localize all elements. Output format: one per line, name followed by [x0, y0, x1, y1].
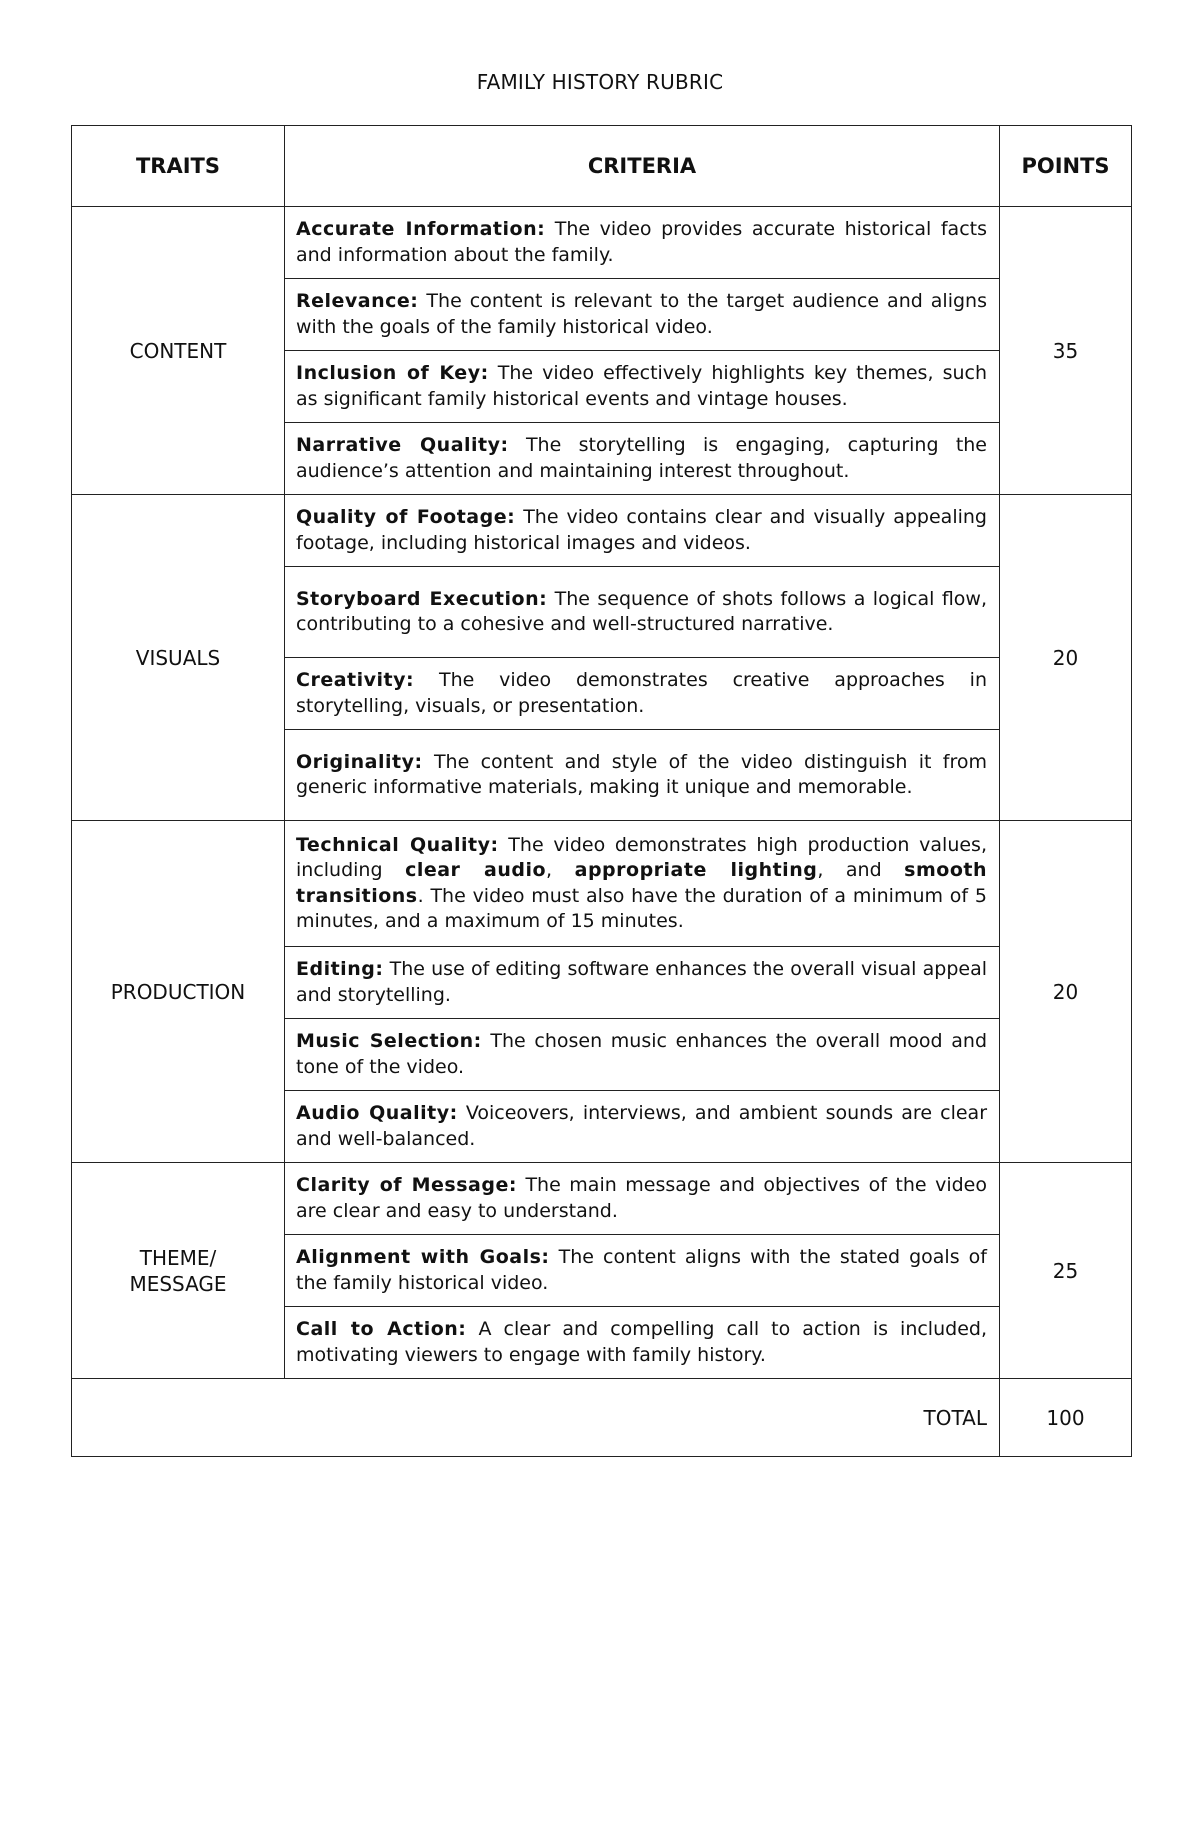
criterion-cell [285, 1163, 1000, 1235]
points-production: 20 [1000, 821, 1132, 1163]
points-visuals: 20 [1000, 495, 1132, 821]
rubric-table [71, 125, 1132, 1457]
criterion-cell [285, 1307, 1000, 1379]
total-label: TOTAL [72, 1379, 1000, 1457]
trait-theme-message [72, 1163, 285, 1379]
emphasis-appropriate-lighting: appropriate lighting [574, 859, 818, 881]
criterion-text: The video demonstrates high production values, including [296, 833, 987, 881]
emphasis-clear-audio: clear audio [405, 859, 547, 881]
header-criteria: CRITERIA [285, 126, 1000, 207]
criterion-label: Originality: [296, 750, 423, 773]
criterion-text: The storytelling is engaging, capturing the audience’s attention and maintaining interest throughout. [296, 434, 987, 482]
criterion-text: The content and style of the video distinguish it from generic informative materials, making it unique and memorable. [296, 750, 987, 798]
criterion-label: Accurate Information: [296, 218, 546, 240]
criterion-text: The sequence of shots follows a logical flow, contributing to a cohesive and well-structured narrative. [296, 587, 987, 635]
criterion-cell [285, 947, 1000, 1019]
points-content: 35 [1000, 207, 1132, 495]
criterion-text: A clear and compelling call to action is included, motivating viewers to engage with family history. [296, 1318, 987, 1366]
visuals-row [72, 495, 1132, 567]
trait-production: PRODUCTION [72, 821, 285, 1163]
criterion-label: Technical Quality: [296, 833, 499, 856]
criterion-text: . The video must also have the duration of a minimum of 5 minutes, and a maximum of 15 minutes. [296, 884, 987, 932]
document-title: FAMILY HISTORY RUBRIC [476, 70, 724, 94]
trait-visuals: VISUALS [72, 495, 285, 821]
emphasis-smooth-transitions: smooth transitions [296, 859, 987, 907]
criterion-separator: , and [817, 859, 882, 881]
criterion-label: Clarity of Message: [296, 1174, 517, 1196]
criterion-cell [285, 351, 1000, 423]
criterion-label: Alignment with Goals: [296, 1246, 550, 1268]
criterion-label: Quality of Footage: [296, 506, 516, 528]
criterion-label: Inclusion of Key: [296, 362, 489, 384]
criterion-text: The video demonstrates creative approaches in storytelling, visuals, or presentation. [296, 669, 987, 717]
criterion-text: The main message and objectives of the video are clear and easy to understand. [296, 1174, 987, 1222]
trait-message-line: MESSAGE [129, 1271, 227, 1296]
criterion-text: The use of editing software enhances the overall visual appeal and storytelling. [296, 958, 987, 1006]
header-row [72, 126, 1132, 207]
criterion-text: The chosen music enhances the overall mood and tone of the video. [296, 1030, 987, 1078]
criterion-text: The video effectively highlights key themes, such as significant family historical events and vintage houses. [296, 362, 987, 410]
criterion-label: Call to Action: [296, 1318, 467, 1340]
header-points: POINTS [1000, 126, 1132, 207]
criterion-label: Creativity: [296, 669, 415, 691]
criterion-cell [285, 658, 1000, 730]
criterion-label: Audio Quality: [296, 1102, 458, 1124]
trait-theme-line: THEME/ [139, 1245, 217, 1270]
criterion-label: Relevance: [296, 290, 419, 312]
trait-content: CONTENT [72, 207, 285, 495]
criterion-label: Storyboard Execution: [296, 587, 548, 610]
content-row [72, 207, 1132, 279]
criterion-text: The content is relevant to the target audience and aligns with the goals of the family historical video. [296, 290, 987, 338]
criterion-cell [285, 1235, 1000, 1307]
total-points: 100 [1000, 1379, 1132, 1457]
criterion-cell [285, 1091, 1000, 1163]
criterion-cell [285, 1019, 1000, 1091]
criterion-cell [285, 495, 1000, 567]
criterion-cell [285, 207, 1000, 279]
criterion-cell [285, 821, 1000, 947]
criterion-text: The video contains clear and visually appealing footage, including historical images and videos. [296, 506, 987, 554]
criterion-text: Voiceovers, interviews, and ambient sounds are clear and well-balanced. [296, 1102, 988, 1150]
production-row [72, 821, 1132, 947]
criterion-text: The video provides accurate historical facts and information about the family. [296, 218, 987, 266]
criterion-cell [285, 279, 1000, 351]
header-traits: TRAITS [72, 126, 285, 207]
criterion-cell [285, 423, 1000, 495]
criterion-cell [285, 730, 1000, 821]
theme-row [72, 1163, 1132, 1235]
criterion-cell [285, 567, 1000, 658]
criterion-label: Music Selection: [296, 1030, 482, 1052]
criterion-label: Narrative Quality: [296, 434, 509, 456]
criterion-separator: , [546, 859, 553, 881]
total-row [72, 1379, 1132, 1457]
criterion-label: Editing: [296, 958, 384, 980]
points-theme-message: 25 [1000, 1163, 1132, 1379]
criterion-text: The content aligns with the stated goals of the family historical video. [296, 1246, 987, 1294]
